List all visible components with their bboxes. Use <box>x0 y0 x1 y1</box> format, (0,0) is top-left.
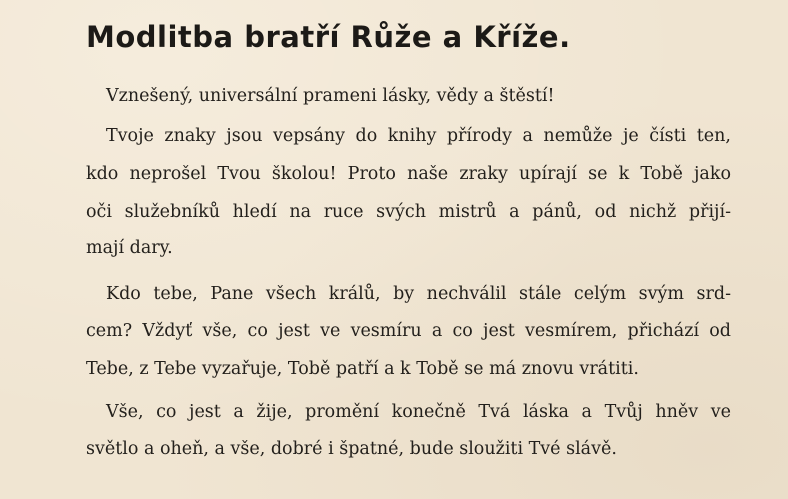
text-line-5: mají dary. <box>86 238 173 258</box>
text-line-1: Vznešený, universální prameni lásky, vědy a štěstí! <box>106 86 555 106</box>
text-line-7: cem? Vždyť vše, co jest ve vesmíru a co jest vesmírem, přichází od <box>86 321 731 341</box>
document-title: Modlitba bratří Růže a Kříže. <box>86 20 571 54</box>
text-line-3: kdo neprošel Tvou školou! Proto naše zraky upírají se k Tobě jako <box>86 164 731 184</box>
text-line-2: Tvoje znaky jsou vepsány do knihy přírody a nemůže je čísti ten, <box>106 126 731 146</box>
text-line-10: světlo a oheň, a vše, dobré i špatné, bude sloužiti Tvé slávě. <box>86 439 617 459</box>
text-line-8: Tebe, z Tebe vyzařuje, Tobě patří a k Tobě se má znovu vrátiti. <box>86 359 639 379</box>
text-line-9: Vše, co jest a žije, promění konečně Tvá láska a Tvůj hněv ve <box>106 402 731 422</box>
text-line-6: Kdo tebe, Pane všech králů, by nechválil stále celým svým srd- <box>106 284 731 304</box>
text-line-4: oči služebníků hledí na ruce svých mistrů a pánů, od nichž přijí- <box>86 202 731 222</box>
